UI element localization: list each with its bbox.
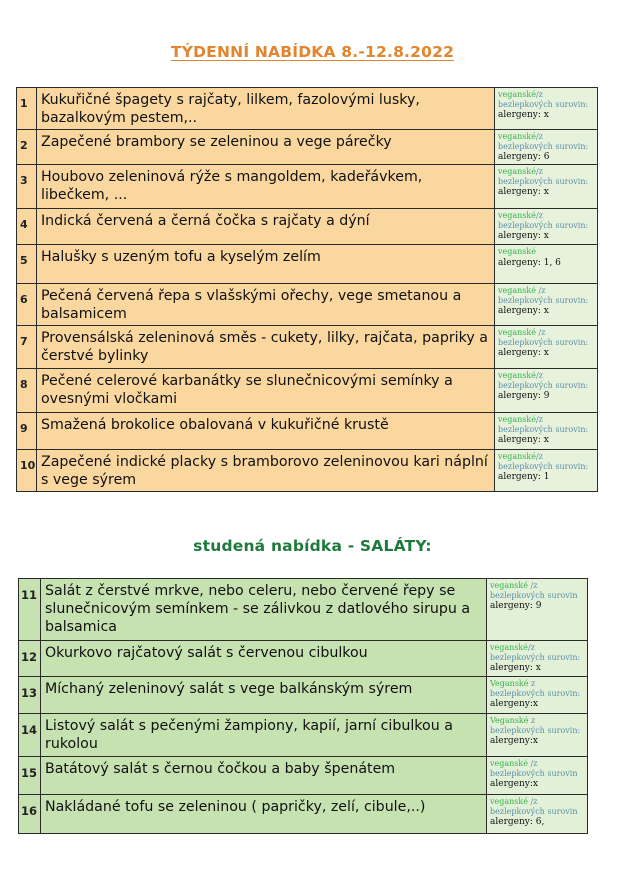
menu-row [17, 369, 598, 413]
dish-name: Míchaný zeleninový salát s vege balkánským sýrem [41, 677, 487, 714]
vegan-label: Veganské [490, 679, 529, 688]
item-number: 6 [17, 284, 37, 326]
diet-info [487, 677, 588, 714]
vegan-label: veganské [498, 452, 536, 461]
gluten-free-label: /z bezlepkových surovin [490, 759, 578, 778]
gluten-free-label: /z bezlepkových surovin [490, 797, 578, 816]
allergens-label: alergeny: 1 [498, 472, 550, 483]
menu-row [17, 88, 598, 130]
vegan-label: veganské [490, 797, 528, 806]
gluten-free-label: /z bezlepkových surovin: [498, 371, 589, 390]
page-title: TÝDENNÍ NABÍDKA 8.-12.8.2022 [170, 43, 455, 61]
allergens-label: alergeny: 1, 6 [498, 257, 561, 268]
menu-row [19, 677, 588, 714]
diet-info [495, 245, 598, 284]
vegan-label: veganské [490, 643, 528, 652]
vegan-label: veganské [498, 167, 536, 176]
item-number: 16 [19, 795, 41, 834]
dish-name: Zapečené indické placky s bramborovo zeleninovou kari náplní s vege sýrem [37, 450, 495, 492]
allergens-label: alergeny:x [490, 699, 538, 710]
allergens-label: alergeny: x [498, 306, 549, 317]
item-number: 14 [19, 714, 41, 757]
gluten-free-label: z bezlepkových surovin: [490, 679, 581, 698]
menu-row [19, 714, 588, 757]
allergens-label: alergeny: 6 [498, 152, 550, 163]
gluten-free-label: /z bezlepkových surovin: [498, 415, 589, 434]
allergens-label: alergeny: x [498, 348, 549, 359]
gluten-free-label: /z bezlepkových surovin: [498, 167, 589, 186]
diet-info [495, 284, 598, 326]
dish-name: Salát z čerstvé mrkve, nebo celeru, nebo červené řepy se slunečnicovým semínkem - se zálivkou z datlového sirupu a balsamica [41, 579, 487, 641]
dish-name: Pečené celerové karbanátky se slunečnicovými semínky a ovesnými vločkami [37, 369, 495, 413]
item-number: 15 [19, 757, 41, 795]
gluten-free-label: /z bezlepkových surovin: [498, 328, 589, 347]
diet-info [495, 165, 598, 209]
dish-name: Halušky s uzeným tofu a kyselým zelím [37, 245, 495, 284]
menu-row [19, 795, 588, 834]
item-number: 12 [19, 641, 41, 677]
dish-name: Indická červená a černá čočka s rajčaty a dýní [37, 209, 495, 245]
diet-info [487, 641, 588, 677]
dish-name: Houbovo zeleninová rýže s mangoldem, kadeřávkem, libečkem, ... [37, 165, 495, 209]
allergens-label: alergeny:x [490, 736, 538, 747]
allergens-label: alergeny: x [490, 663, 541, 674]
vegan-label: veganské [498, 90, 536, 99]
menu-row [17, 326, 598, 369]
dish-name: Zapečené brambory se zeleninou a vege párečky [37, 130, 495, 165]
vegan-label: veganské [498, 415, 536, 424]
menu-row [17, 165, 598, 209]
item-number: 8 [17, 369, 37, 413]
gluten-free-label: /z bezlepkových surovin: [490, 643, 581, 662]
gluten-free-label: /z bezlepkových surovin: [498, 452, 589, 471]
dish-name: Smažená brokolice obalovaná v kukuřičné krustě [37, 413, 495, 450]
menu-row [19, 757, 588, 795]
dish-name: Nakládané tofu se zeleninou ( papričky, zelí, cibule,..) [41, 795, 487, 834]
diet-info [495, 130, 598, 165]
diet-info [487, 579, 588, 641]
menu-row [17, 209, 598, 245]
dish-name: Provensálská zeleninová směs - cukety, lilky, rajčata, papriky a čerstvé bylinky [37, 326, 495, 369]
diet-info [495, 209, 598, 245]
item-number: 4 [17, 209, 37, 245]
allergens-label: alergeny: 9 [498, 391, 550, 402]
vegan-label: veganské [490, 759, 528, 768]
vegan-label: veganské [498, 328, 536, 337]
dish-name: Pečená červená řepa s vlašskými ořechy, vege smetanou a balsamicem [37, 284, 495, 326]
gluten-free-label: /z bezlepkových surovin: [498, 132, 589, 151]
allergens-label: alergeny: x [498, 187, 549, 198]
menu-row [17, 130, 598, 165]
dish-name: Batátový salát s černou čočkou a baby špenátem [41, 757, 487, 795]
gluten-free-label: /z bezlepkových surovin [490, 581, 578, 600]
allergens-label: alergeny: 9 [490, 601, 542, 612]
item-number: 3 [17, 165, 37, 209]
diet-info [487, 795, 588, 834]
allergens-label: alergeny: x [498, 231, 549, 242]
item-number: 13 [19, 677, 41, 714]
diet-info [495, 88, 598, 130]
dish-name: Okurkovo rajčatový salát s červenou cibulkou [41, 641, 487, 677]
diet-info [487, 714, 588, 757]
diet-info [487, 757, 588, 795]
dish-name: Listový salát s pečenými žampiony, kapií, jarní cibulkou a rukolou [41, 714, 487, 757]
allergens-label: alergeny:x [490, 779, 538, 790]
gluten-free-label: /z bezlepkových surovin: [498, 211, 589, 230]
diet-info [495, 413, 598, 450]
salads-section-title: studená nabídka - SALÁTY: [193, 537, 432, 555]
gluten-free-label: z bezlepkových surovin: [490, 716, 581, 735]
vegan-label: veganské [498, 247, 536, 256]
vegan-label: veganské [498, 286, 536, 295]
menu-row [17, 413, 598, 450]
allergens-label: alergeny: x [498, 435, 549, 446]
menu-row [19, 579, 588, 641]
menu-row [17, 284, 598, 326]
item-number: 11 [19, 579, 41, 641]
item-number: 10 [17, 450, 37, 492]
salads-table [18, 578, 588, 834]
menu-row [17, 450, 598, 492]
diet-info [495, 450, 598, 492]
vegan-label: veganské [498, 211, 536, 220]
vegan-label: Veganské [490, 716, 529, 725]
diet-info [495, 326, 598, 369]
item-number: 1 [17, 88, 37, 130]
gluten-free-label: /z bezlepkových surovin: [498, 90, 589, 109]
diet-info [495, 369, 598, 413]
item-number: 9 [17, 413, 37, 450]
dish-name: Kukuřičné špagety s rajčaty, lilkem, fazolovými lusky, bazalkovým pestem,.. [37, 88, 495, 130]
hot-menu-table [16, 87, 598, 492]
item-number: 5 [17, 245, 37, 284]
vegan-label: veganské [490, 581, 528, 590]
vegan-label: veganské [498, 371, 536, 380]
menu-row [19, 641, 588, 677]
allergens-label: alergeny: 6, [490, 817, 545, 828]
menu-row [17, 245, 598, 284]
allergens-label: alergeny: x [498, 110, 549, 121]
item-number: 7 [17, 326, 37, 369]
vegan-label: veganské [498, 132, 536, 141]
item-number: 2 [17, 130, 37, 165]
gluten-free-label: /z bezlepkových surovin: [498, 286, 589, 305]
